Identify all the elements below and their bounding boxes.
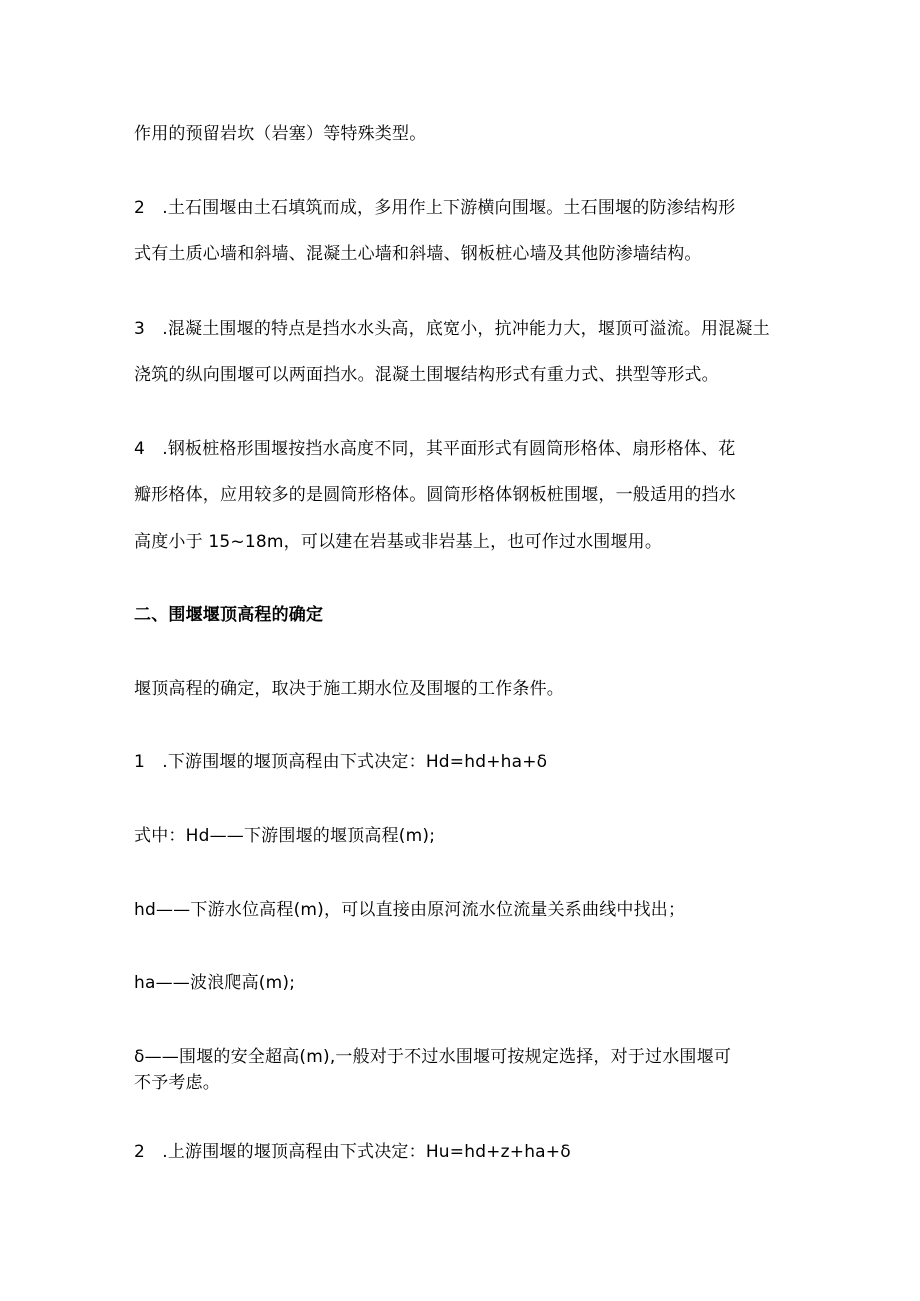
definition-delta-line-2: 不予考虑。 xyxy=(134,1073,220,1093)
definition-hd: hd——下游水位高程(m)，可以直接由原河流水位流量关系曲线中找出； xyxy=(134,900,686,920)
list-item-3-line-1: 3 .混凝土围堰的特点是挡水水头高，底宽小，抗冲能力大，堰顶可溢流。用混凝土 xyxy=(134,319,770,339)
intro-paragraph: 堰顶高程的确定，取决于施工期水位及围堰的工作条件。 xyxy=(134,679,564,699)
list-item-4-line-3: 高度小于 15~18m，可以建在岩基或非岩基上，也可作过水围堰用。 xyxy=(134,532,663,552)
list-item-4-line-2: 瓣形格体，应用较多的是圆筒形格体。圆筒形格体钢板桩围堰，一般适用的挡水 xyxy=(134,485,736,505)
formula-1: 1 .下游围堰的堰顶高程由下式决定：Hd=hd+ha+δ xyxy=(134,752,548,772)
paragraph-line: 作用的预留岩坎（岩塞）等特殊类型。 xyxy=(134,124,427,144)
formula-2: 2 .上游围堰的堰顶高程由下式决定：Hu=hd+z+ha+δ xyxy=(134,1142,571,1162)
list-item-3-line-2: 浇筑的纵向围堰可以两面挡水。混凝土围堰结构形式有重力式、拱型等形式。 xyxy=(134,365,719,385)
definition-ha: ha——波浪爬高(m); xyxy=(134,973,296,993)
list-item-2-line-2: 式有土质心墙和斜墙、混凝土心墙和斜墙、钢板桩心墙及其他防渗墙结构。 xyxy=(134,244,702,264)
list-item-4-line-1: 4 .钢板桩格形围堰按挡水高度不同，其平面形式有圆筒形格体、扇形格体、花 xyxy=(134,439,736,459)
definition-Hd: 式中：Hd——下游围堰的堰顶高程(m); xyxy=(134,826,436,846)
definition-delta-line-1: δ——围堰的安全超高(m),一般对于不过水围堰可按规定选择，对于过水围堰可 xyxy=(134,1047,732,1067)
list-item-2-line-1: 2 .土石围堰由土石填筑而成，多用作上下游横向围堰。土石围堰的防渗结构形 xyxy=(134,198,736,218)
section-heading: 二、围堰堰顶高程的确定 xyxy=(134,605,324,625)
